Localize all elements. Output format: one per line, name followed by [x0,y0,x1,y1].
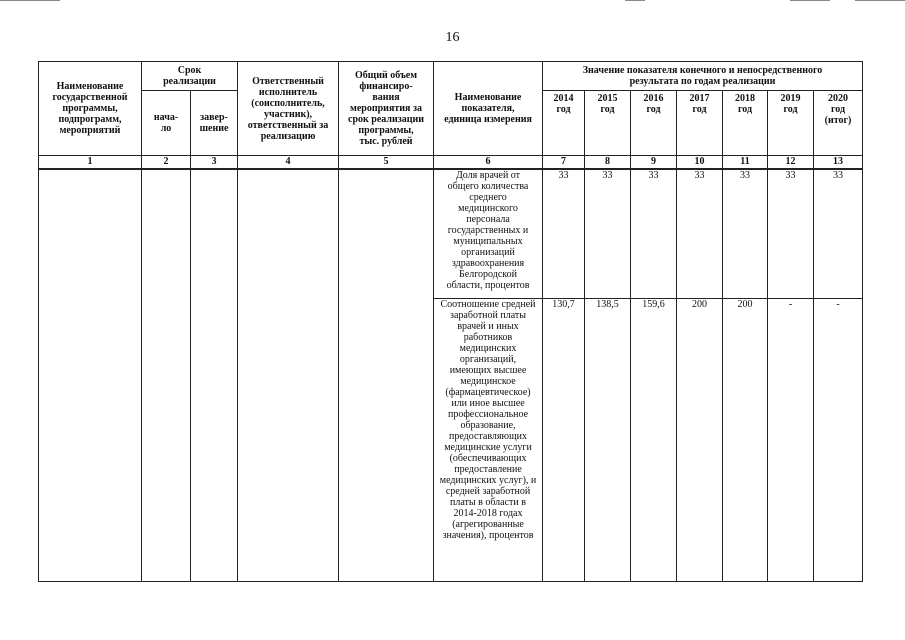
value-2017: 33 [677,169,723,299]
column-number: 1 [39,156,142,170]
value-2019: - [768,299,814,582]
value-2020: 33 [814,169,863,299]
financing-cell [339,169,434,582]
column-number: 6 [434,156,543,170]
header-year-2014: 2014 год [543,91,585,156]
end-cell [191,169,238,582]
header-period-group: Срок реализации [142,62,238,91]
header-year-2018: 2018 год [723,91,768,156]
header-program-name: Наименование государственной программы, подпрограмм, мероприятий [39,62,142,156]
header-year-2019: 2019 год [768,91,814,156]
column-number: 2 [142,156,191,170]
value-2014: 130,7 [543,299,585,582]
value-2019: 33 [768,169,814,299]
scan-mark-right-far [855,0,905,1]
column-number: 9 [631,156,677,170]
column-number: 12 [768,156,814,170]
header-year-2017: 2017 год [677,91,723,156]
header-values-group: Значение показателя конечного и непосредственного результата по годам реализации [543,62,863,91]
page-number: 16 [445,30,460,45]
value-2016: 159,6 [631,299,677,582]
responsible-cell [238,169,339,582]
value-2020: - [814,299,863,582]
header-row-1 [39,62,863,91]
header-period-start: нача- ло [142,91,191,156]
header-period-end: завер- шение [191,91,238,156]
column-number: 4 [238,156,339,170]
indicator-name-cell: Доля врачей от общего количества среднего медицинского персонала государственных и муниципальных организаций здравоохранения Белгородской области, процентов [434,169,543,299]
header-year-2020: 2020 год (итог) [814,91,863,156]
table-row [39,169,863,299]
scan-mark-right [790,0,830,1]
scan-mark-left [0,0,60,1]
header-indicator-name: Наименование показателя, единица измерения [434,62,543,156]
header-year-2016: 2016 год [631,91,677,156]
value-2014: 33 [543,169,585,299]
value-2016: 33 [631,169,677,299]
value-2017: 200 [677,299,723,582]
column-number: 10 [677,156,723,170]
value-2018: 33 [723,169,768,299]
header-year-2015: 2015 год [585,91,631,156]
header-responsible: Ответственный исполнитель (соисполнитель, участник), ответственный за реализацию [238,62,339,156]
program-table [38,61,863,582]
scan-mark-mid [625,0,645,1]
column-number: 13 [814,156,863,170]
value-2018: 200 [723,299,768,582]
column-number: 3 [191,156,238,170]
header-financing: Общий объем финансиро- вания мероприятия за срок реализации программы, тыс. рублей [339,62,434,156]
column-number: 11 [723,156,768,170]
indicator-name-cell: Соотношение средней заработной платы врачей и иных работников медицинских организаций, имеющих высшее медицинское (фармацевтическое) или иное высшее профессиональное образование, предоставляющих медицинские услуги (обеспечивающих предоставление медицинских услуг), и средней заработной платы в области в 2014-2018 годах (агрегированные значения), процентов [434,299,543,582]
column-number: 5 [339,156,434,170]
program-name-cell [39,169,142,582]
value-2015: 138,5 [585,299,631,582]
column-number: 7 [543,156,585,170]
start-cell [142,169,191,582]
column-number: 8 [585,156,631,170]
value-2015: 33 [585,169,631,299]
column-number-row [39,156,863,170]
